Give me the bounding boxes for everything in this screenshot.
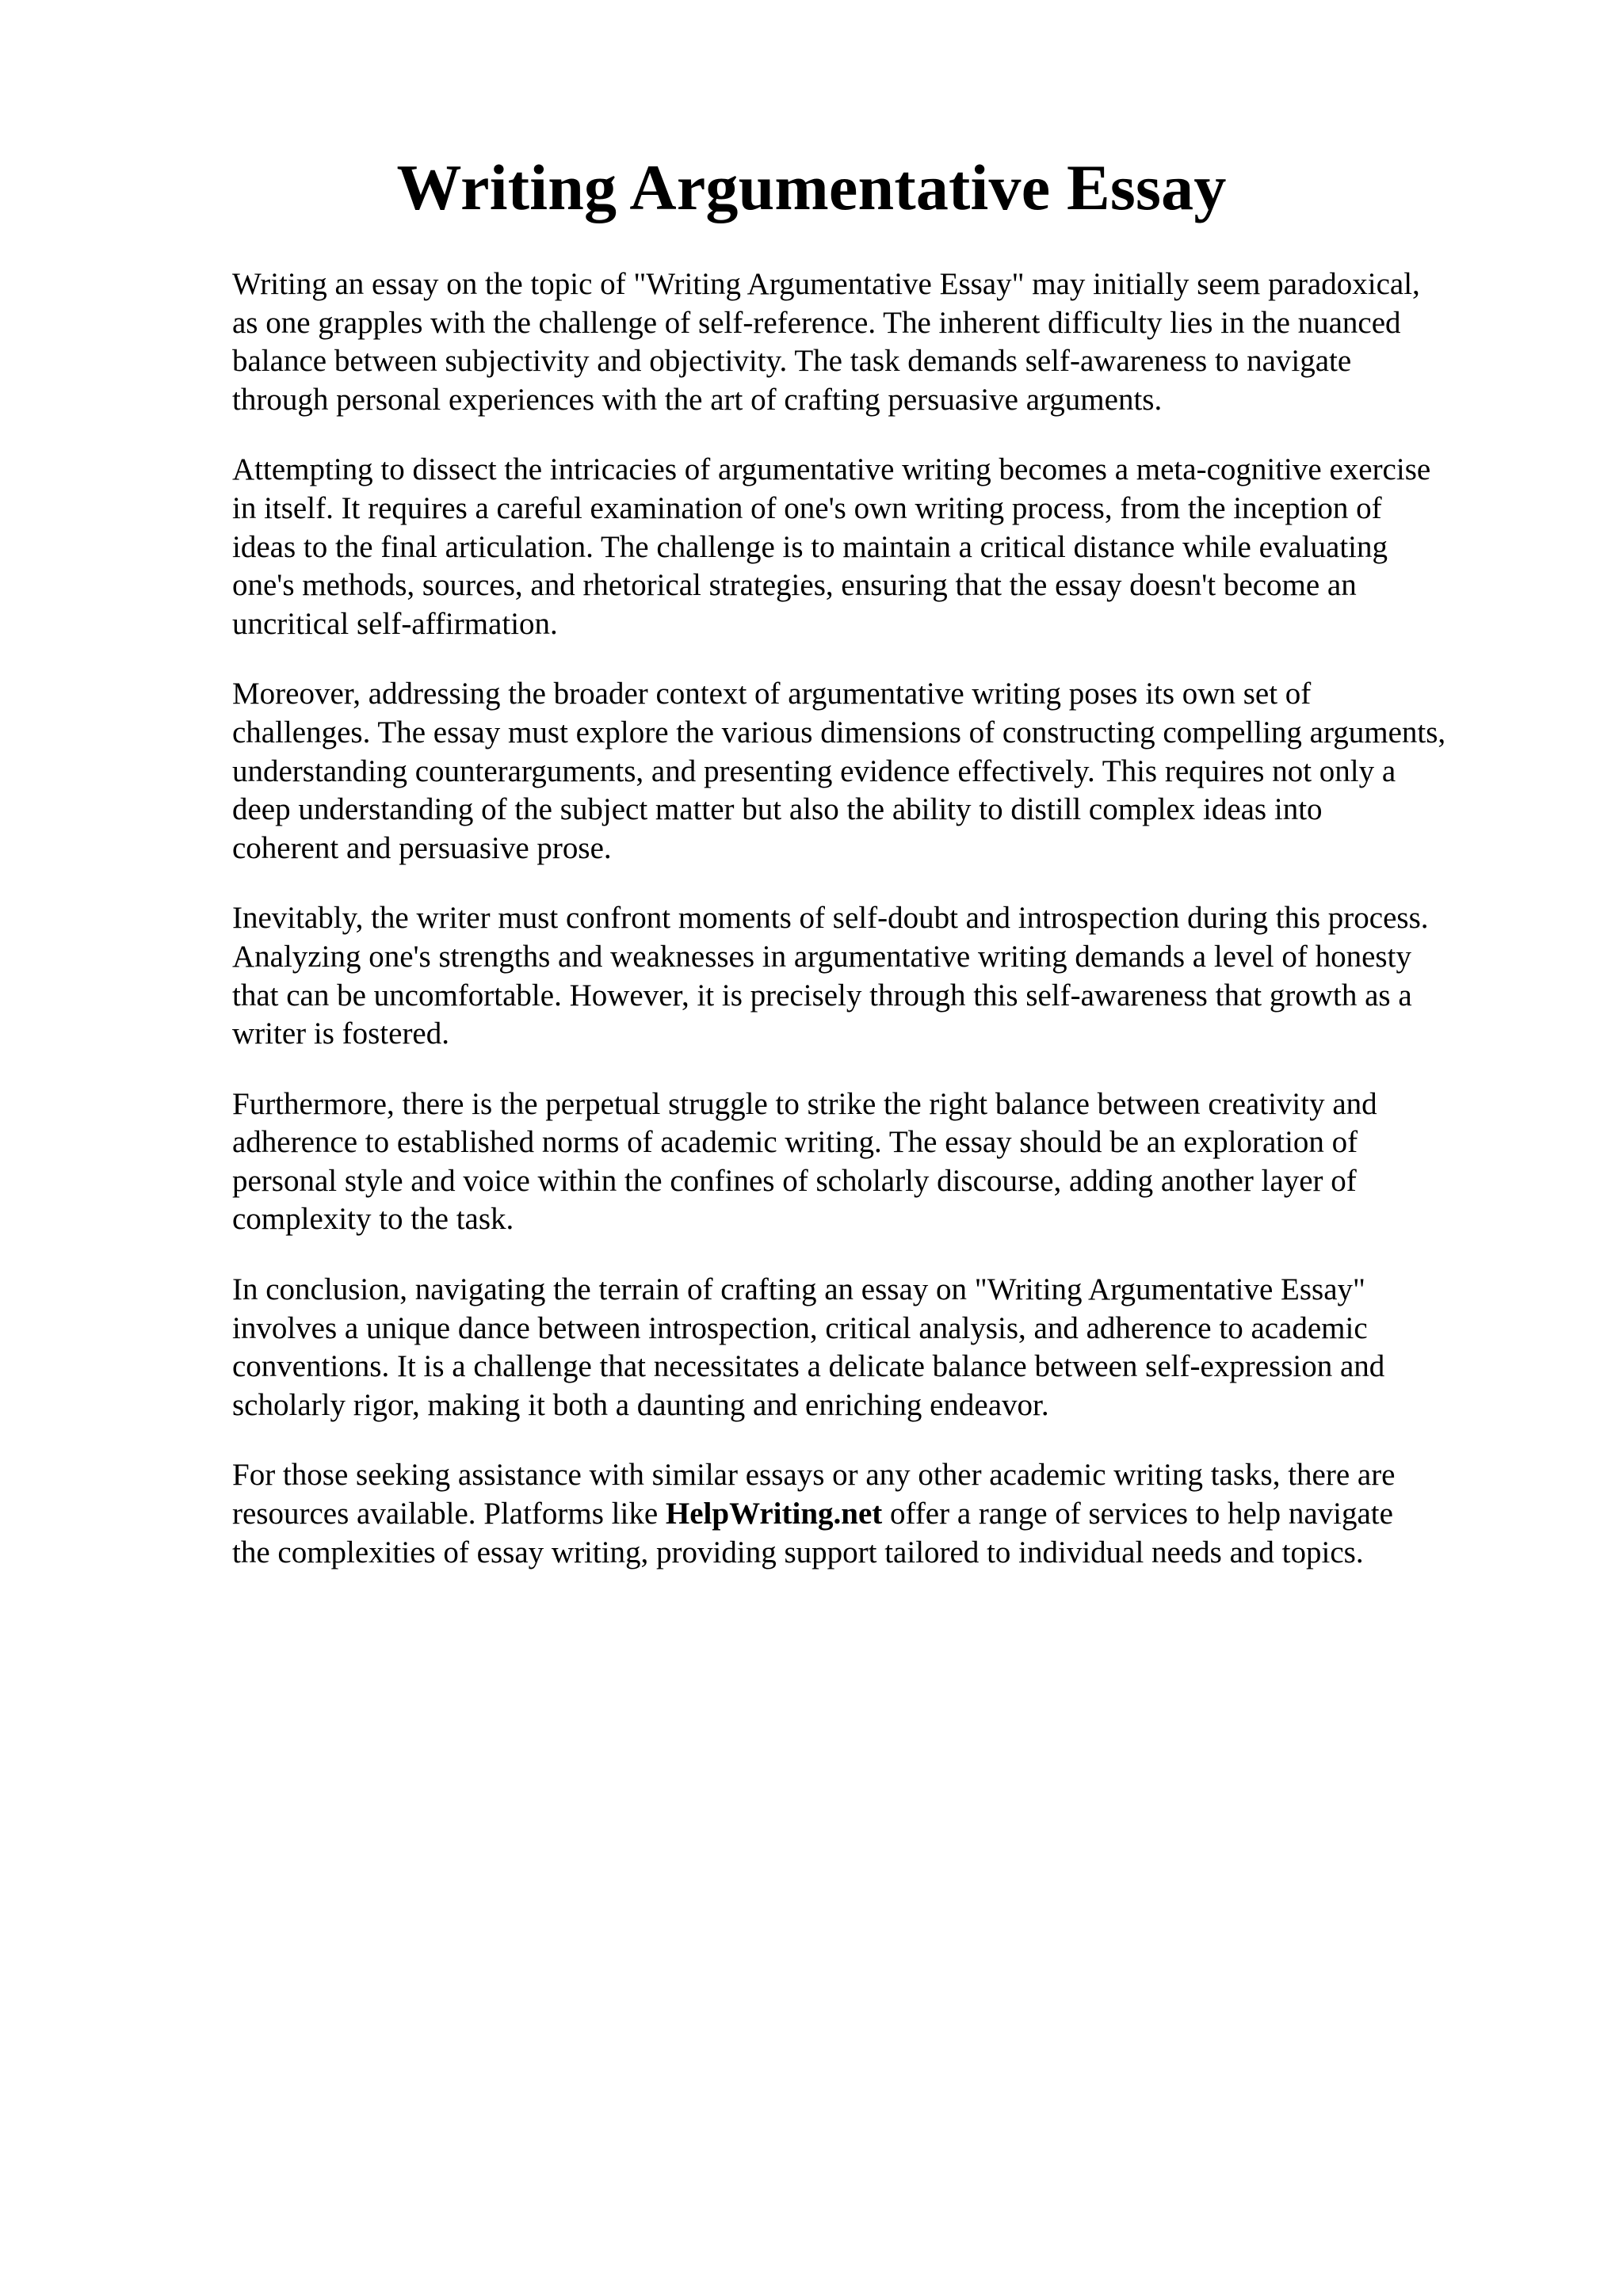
- paragraph-3: [232, 675, 1548, 868]
- paragraph-line: involves a unique dance between introspection, critical analysis, and adherence to academic: [232, 1310, 1368, 1345]
- paragraph-line: through personal experiences with the art of crafting persuasive arguments.: [232, 382, 1163, 417]
- paragraph-line: Analyzing one's strengths and weaknesses in argumentative writing demands a level of honesty: [232, 939, 1411, 974]
- paragraph-line: In conclusion, navigating the terrain of crafting an essay on "Writing Argumentative Essay": [232, 1272, 1365, 1307]
- paragraph-line: one's methods, sources, and rhetorical strategies, ensuring that the essay doesn't become an: [232, 568, 1357, 603]
- paragraph-line: as one grapples with the challenge of self-reference. The inherent difficulty lies in the nuanced: [232, 305, 1401, 340]
- paragraph-line: understanding counterarguments, and presenting evidence effectively. This requires not only a: [232, 753, 1396, 788]
- paragraph-line: complexity to the task.: [232, 1202, 514, 1237]
- paragraph-line: writer is fostered.: [232, 1016, 449, 1051]
- paragraph-line: uncritical self-affirmation.: [232, 606, 558, 641]
- paragraph-line: personal style and voice within the confines of scholarly discourse, adding another layer of: [232, 1163, 1357, 1198]
- paragraph-line: coherent and persuasive prose.: [232, 830, 612, 865]
- helpwriting-brand: HelpWriting.net: [665, 1497, 883, 1531]
- paragraph-line: conventions. It is a challenge that necessitates a delicate balance between self-expression and: [232, 1349, 1385, 1384]
- paragraph-line: deep understanding of the subject matter but also the ability to distill complex ideas into: [232, 792, 1323, 827]
- paragraph-line-with-brand: [232, 1495, 1548, 1534]
- paragraph-line: Writing an essay on the topic of "Writing Argumentative Essay" may initially seem paradoxical,: [232, 267, 1420, 301]
- paragraph-line: adherence to established norms of academic writing. The essay should be an exploration of: [232, 1125, 1358, 1160]
- paragraph-1: [232, 265, 1548, 419]
- closing-text-after-brand: offer a range of services to help navigate: [882, 1497, 1393, 1531]
- paragraph-line: Furthermore, there is the perpetual struggle to strike the right balance between creativity and: [232, 1086, 1377, 1121]
- paragraph-line: the complexities of essay writing, providing support tailored to individual needs and topics.: [232, 1535, 1364, 1569]
- paragraph-5: [232, 1085, 1548, 1239]
- paragraph-4: [232, 899, 1548, 1053]
- paragraph-line: in itself. It requires a careful examination of one's own writing process, from the inception of: [232, 490, 1382, 525]
- essay-body: [232, 265, 1548, 1604]
- paragraph-line: balance between subjectivity and objectivity. The task demands self-awareness to navigate: [232, 344, 1352, 379]
- paragraph-line: For those seeking assistance with similar essays or any other academic writing tasks, there are: [232, 1458, 1396, 1493]
- paragraph-line: that can be uncomfortable. However, it is precisely through this self-awareness that growth as a: [232, 978, 1412, 1013]
- paragraph-line: challenges. The essay must explore the various dimensions of constructing compelling arguments,: [232, 715, 1446, 749]
- paragraph-line: ideas to the final articulation. The challenge is to maintain a critical distance while evaluating: [232, 529, 1388, 564]
- paragraph-line: Attempting to dissect the intricacies of argumentative writing becomes a meta-cognitive exercise: [232, 452, 1431, 487]
- paragraph-line: scholarly rigor, making it both a daunting and enriching endeavor.: [232, 1387, 1049, 1422]
- paragraph-6: [232, 1271, 1548, 1425]
- closing-text-before-brand: resources available. Platforms like: [232, 1497, 666, 1531]
- closing-paragraph: [232, 1456, 1548, 1572]
- paragraph-line: Inevitably, the writer must confront moments of self-doubt and introspection during this process.: [232, 901, 1429, 936]
- document-title: Writing Argumentative Essay: [396, 151, 1227, 223]
- paragraph-line: Moreover, addressing the broader context of argumentative writing poses its own set of: [232, 677, 1312, 711]
- paragraph-2: [232, 451, 1548, 643]
